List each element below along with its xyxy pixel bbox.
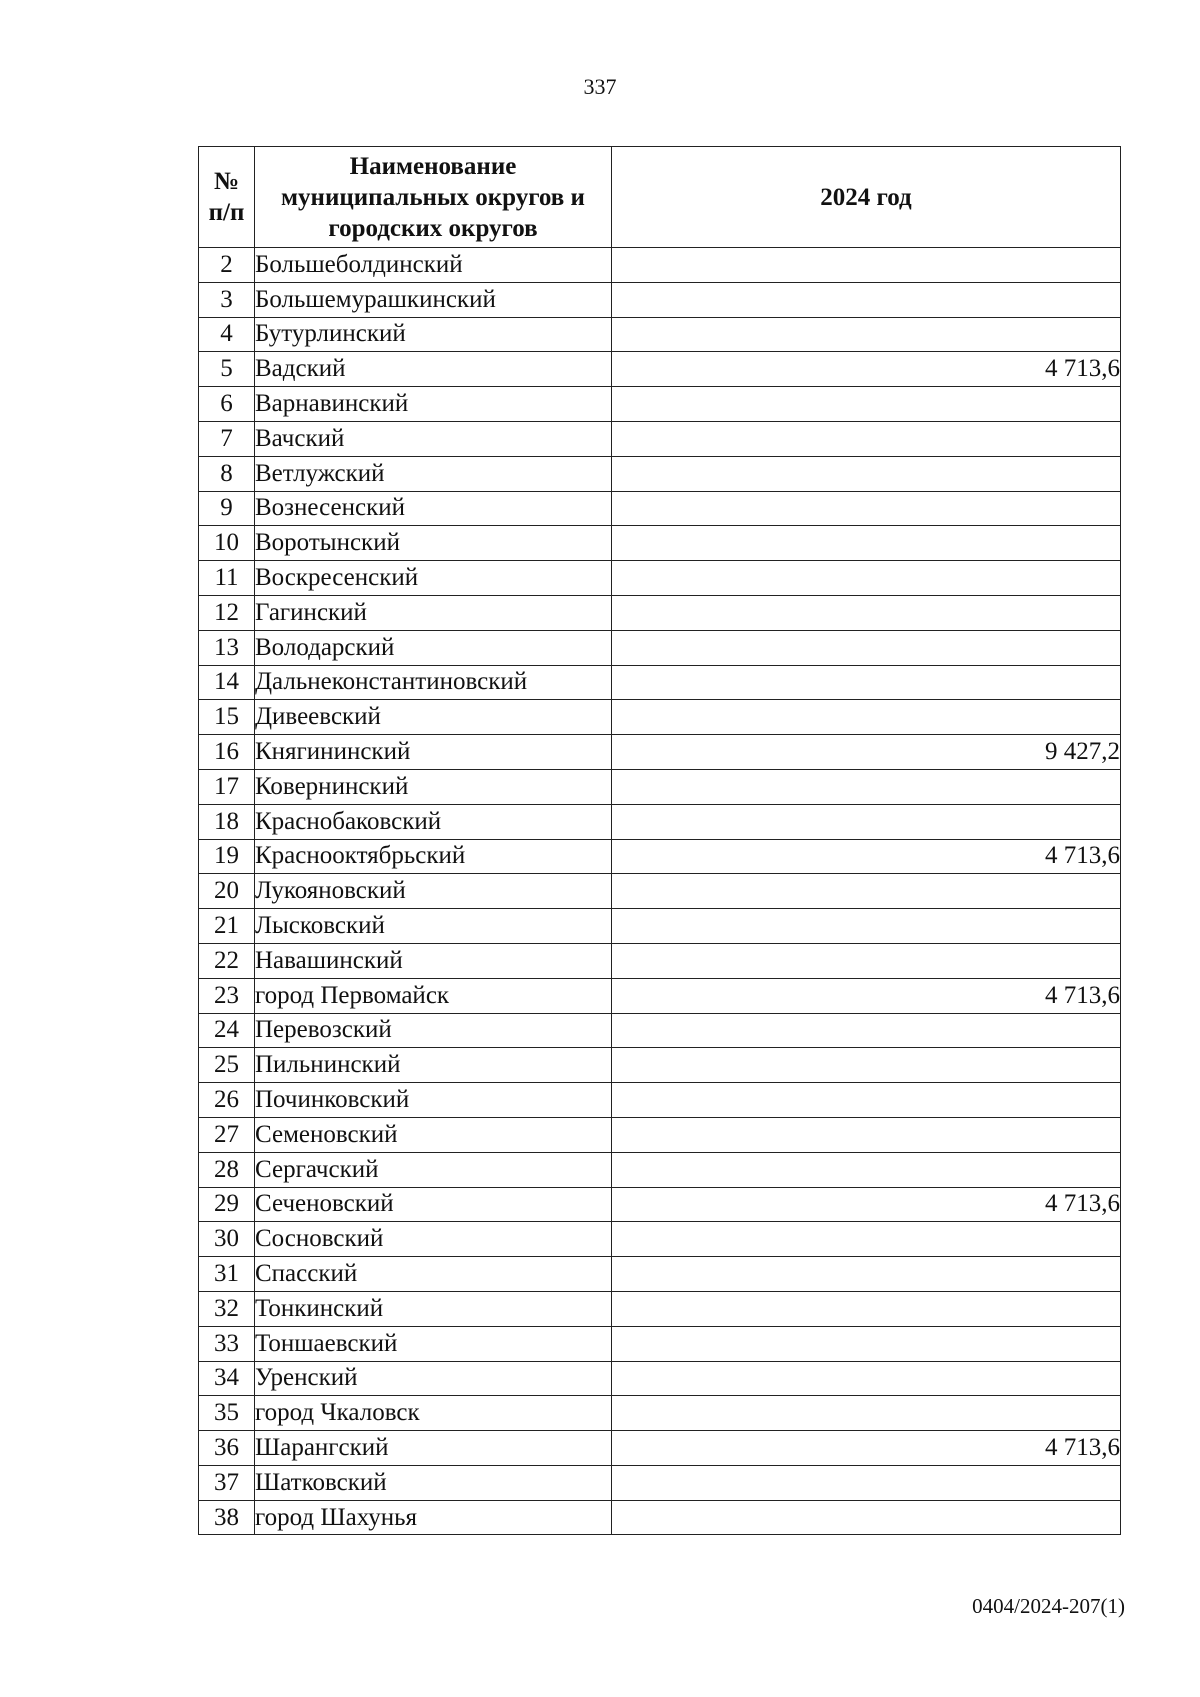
- table-row: [199, 1187, 1121, 1222]
- header-year: 2024 год: [612, 147, 1121, 248]
- row-number: 22: [199, 943, 255, 978]
- district-name: Тоншаевский: [255, 1326, 612, 1361]
- row-value: [612, 595, 1121, 630]
- table-row: [199, 630, 1121, 665]
- row-number: 30: [199, 1222, 255, 1257]
- district-name: Уренский: [255, 1361, 612, 1396]
- row-number: 24: [199, 1013, 255, 1048]
- table-row: [199, 943, 1121, 978]
- table-row: [199, 804, 1121, 839]
- row-value: [612, 1083, 1121, 1118]
- row-value: [612, 630, 1121, 665]
- row-number: 12: [199, 595, 255, 630]
- table-row: [199, 1361, 1121, 1396]
- table-row: [199, 1465, 1121, 1500]
- district-name: Володарский: [255, 630, 612, 665]
- district-name: Починковский: [255, 1083, 612, 1118]
- row-value: [612, 943, 1121, 978]
- table-row: [199, 387, 1121, 422]
- row-number: 4: [199, 317, 255, 352]
- district-name: Навашинский: [255, 943, 612, 978]
- header-number: № п/п: [199, 147, 255, 248]
- row-value: [612, 1013, 1121, 1048]
- row-value: [612, 665, 1121, 700]
- row-value: [612, 1291, 1121, 1326]
- table-row: [199, 561, 1121, 596]
- row-number: 20: [199, 874, 255, 909]
- row-value: [612, 1048, 1121, 1083]
- row-number: 35: [199, 1396, 255, 1431]
- table-row: [199, 1257, 1121, 1292]
- table-row: [199, 665, 1121, 700]
- district-name: Гагинский: [255, 595, 612, 630]
- table-row: [199, 978, 1121, 1013]
- row-value: [612, 1152, 1121, 1187]
- row-number: 2: [199, 248, 255, 283]
- row-number: 3: [199, 282, 255, 317]
- table-body: [199, 248, 1121, 1535]
- district-name: Шатковский: [255, 1465, 612, 1500]
- row-number: 11: [199, 561, 255, 596]
- table-row: [199, 526, 1121, 561]
- row-number: 26: [199, 1083, 255, 1118]
- district-name: Вачский: [255, 421, 612, 456]
- page-number: 337: [583, 74, 617, 99]
- row-value: 4 713,6: [612, 839, 1121, 874]
- table-row: [199, 1326, 1121, 1361]
- row-value: 4 713,6: [612, 978, 1121, 1013]
- row-number: 38: [199, 1500, 255, 1535]
- district-name: Большемурашкинский: [255, 282, 612, 317]
- row-value: [612, 700, 1121, 735]
- row-number: 37: [199, 1465, 255, 1500]
- row-value: [612, 804, 1121, 839]
- document-code: 0404/2024-207(1): [972, 1594, 1125, 1618]
- district-name: Спасский: [255, 1257, 612, 1292]
- table-row: [199, 1500, 1121, 1535]
- table-row: [199, 874, 1121, 909]
- district-name: Тонкинский: [255, 1291, 612, 1326]
- district-name: Ковернинский: [255, 769, 612, 804]
- row-value: [612, 909, 1121, 944]
- district-name: Лысковский: [255, 909, 612, 944]
- district-name: Варнавинский: [255, 387, 612, 422]
- row-number: 7: [199, 421, 255, 456]
- row-value: [612, 387, 1121, 422]
- district-name: Сергачский: [255, 1152, 612, 1187]
- row-number: 31: [199, 1257, 255, 1292]
- district-name: Краснооктябрьский: [255, 839, 612, 874]
- row-number: 25: [199, 1048, 255, 1083]
- header-district-name: Наименование муниципальных округов и городских округов: [255, 147, 612, 248]
- table-row: [199, 1117, 1121, 1152]
- row-value: 4 713,6: [612, 352, 1121, 387]
- district-name: Бутурлинский: [255, 317, 612, 352]
- table-row: [199, 769, 1121, 804]
- district-name: Дивеевский: [255, 700, 612, 735]
- row-value: [612, 1222, 1121, 1257]
- district-name: Ветлужский: [255, 456, 612, 491]
- district-name: Пильнинский: [255, 1048, 612, 1083]
- row-value: [612, 874, 1121, 909]
- table-row: [199, 1291, 1121, 1326]
- row-value: [612, 1500, 1121, 1535]
- table-row: [199, 1431, 1121, 1466]
- table-row: [199, 352, 1121, 387]
- district-name: Сосновский: [255, 1222, 612, 1257]
- row-value: [612, 421, 1121, 456]
- row-number: 19: [199, 839, 255, 874]
- row-number: 34: [199, 1361, 255, 1396]
- table-row: [199, 456, 1121, 491]
- row-value: [612, 561, 1121, 596]
- row-number: 6: [199, 387, 255, 422]
- row-value: [612, 491, 1121, 526]
- table-row: [199, 909, 1121, 944]
- district-name: Воскресенский: [255, 561, 612, 596]
- row-value: [612, 526, 1121, 561]
- row-value: 9 427,2: [612, 735, 1121, 770]
- district-name: Вадский: [255, 352, 612, 387]
- district-name: Воротынский: [255, 526, 612, 561]
- district-name: город Чкаловск: [255, 1396, 612, 1431]
- row-number: 32: [199, 1291, 255, 1326]
- row-number: 27: [199, 1117, 255, 1152]
- table-row: [199, 317, 1121, 352]
- table-row: [199, 700, 1121, 735]
- row-number: 33: [199, 1326, 255, 1361]
- district-name: Шарангский: [255, 1431, 612, 1466]
- district-name: Семеновский: [255, 1117, 612, 1152]
- row-value: [612, 317, 1121, 352]
- table-row: [199, 421, 1121, 456]
- table-row: [199, 735, 1121, 770]
- row-number: 14: [199, 665, 255, 700]
- row-number: 9: [199, 491, 255, 526]
- table-row: [199, 491, 1121, 526]
- table-row: [199, 248, 1121, 283]
- district-name: город Первомайск: [255, 978, 612, 1013]
- row-number: 15: [199, 700, 255, 735]
- row-value: [612, 456, 1121, 491]
- row-value: [612, 1257, 1121, 1292]
- row-value: 4 713,6: [612, 1431, 1121, 1466]
- district-name: Дальнеконстантиновский: [255, 665, 612, 700]
- district-name: Лукояновский: [255, 874, 612, 909]
- row-value: [612, 769, 1121, 804]
- row-number: 5: [199, 352, 255, 387]
- table-row: [199, 1013, 1121, 1048]
- row-number: 16: [199, 735, 255, 770]
- table-row: [199, 1048, 1121, 1083]
- row-value: [612, 1361, 1121, 1396]
- row-number: 21: [199, 909, 255, 944]
- row-number: 29: [199, 1187, 255, 1222]
- table-row: [199, 839, 1121, 874]
- district-name: Большеболдинский: [255, 248, 612, 283]
- table-row: [199, 595, 1121, 630]
- row-number: 28: [199, 1152, 255, 1187]
- row-value: [612, 282, 1121, 317]
- row-value: [612, 1117, 1121, 1152]
- table-row: [199, 1396, 1121, 1431]
- row-value: [612, 248, 1121, 283]
- districts-table: [198, 146, 1121, 1535]
- table-header-row: [199, 147, 1121, 248]
- district-name: Княгининский: [255, 735, 612, 770]
- row-number: 13: [199, 630, 255, 665]
- row-value: [612, 1396, 1121, 1431]
- table-row: [199, 282, 1121, 317]
- district-name: Краснобаковский: [255, 804, 612, 839]
- table-row: [199, 1152, 1121, 1187]
- district-name: Сеченовский: [255, 1187, 612, 1222]
- row-number: 10: [199, 526, 255, 561]
- row-number: 17: [199, 769, 255, 804]
- table-row: [199, 1083, 1121, 1118]
- row-number: 8: [199, 456, 255, 491]
- row-number: 36: [199, 1431, 255, 1466]
- district-name: Вознесенский: [255, 491, 612, 526]
- row-value: [612, 1465, 1121, 1500]
- row-value: 4 713,6: [612, 1187, 1121, 1222]
- row-value: [612, 1326, 1121, 1361]
- district-name: Перевозский: [255, 1013, 612, 1048]
- table-row: [199, 1222, 1121, 1257]
- row-number: 23: [199, 978, 255, 1013]
- district-name: город Шахунья: [255, 1500, 612, 1535]
- row-number: 18: [199, 804, 255, 839]
